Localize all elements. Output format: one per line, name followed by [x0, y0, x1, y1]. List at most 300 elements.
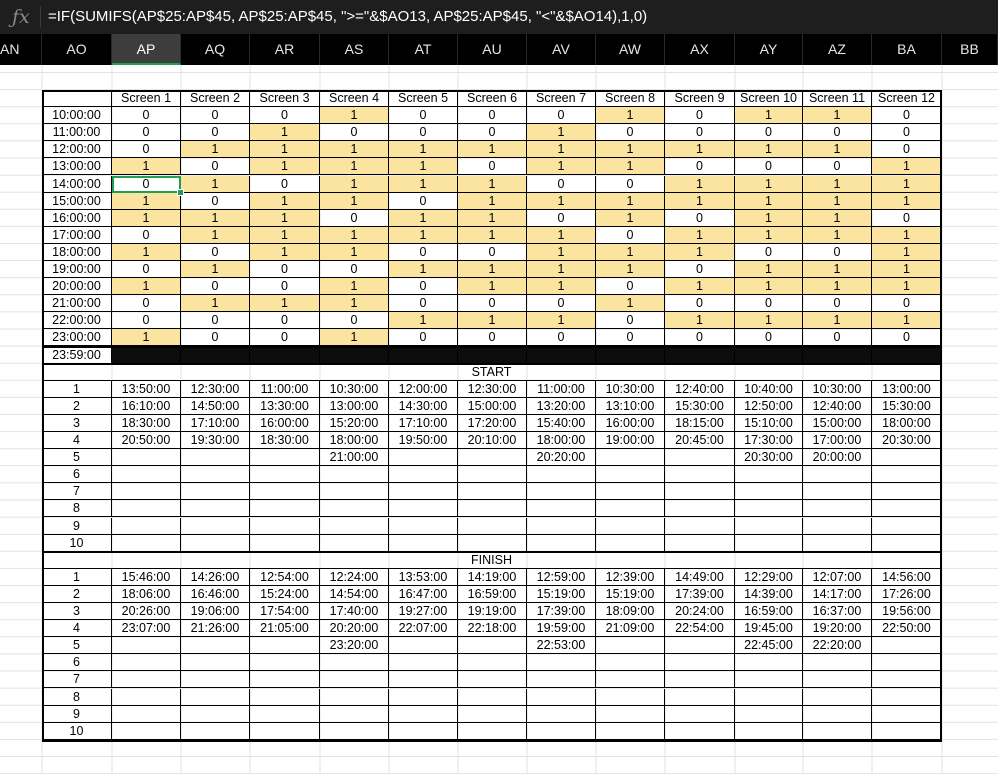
hour-flag-cell[interactable]: 0	[665, 210, 735, 227]
finish-time-cell[interactable]: 12:54:00	[250, 569, 320, 586]
screen-header[interactable]: Screen 3	[250, 90, 320, 107]
hour-flag-cell[interactable]: 0	[458, 158, 527, 175]
start-time-cell[interactable]: 17:10:00	[181, 415, 250, 432]
hour-flag-cell[interactable]: 1	[250, 227, 320, 244]
hour-flag-cell[interactable]: 0	[872, 295, 942, 312]
start-time-cell[interactable]: 10:30:00	[803, 381, 872, 398]
hour-flag-cell[interactable]: 0	[389, 278, 458, 295]
start-section-title[interactable]: START	[42, 364, 942, 381]
hour-flag-cell[interactable]: 1	[320, 329, 389, 346]
hour-flag-cell[interactable]: 1	[320, 295, 389, 312]
hour-flag-cell[interactable]: 1	[181, 141, 250, 158]
screen-header[interactable]: Screen 8	[596, 90, 665, 107]
hour-flag-cell[interactable]: 1	[527, 193, 596, 210]
hour-flag-cell[interactable]: 0	[665, 158, 735, 175]
finish-time-cell[interactable]: 19:59:00	[527, 620, 596, 637]
hour-flag-cell[interactable]: 1	[389, 176, 458, 193]
column-header-as[interactable]: AS	[320, 34, 389, 65]
start-time-cell[interactable]: 17:20:00	[458, 415, 527, 432]
hour-flag-cell[interactable]: 1	[458, 193, 527, 210]
hour-flag-cell[interactable]: 1	[389, 261, 458, 278]
end-time-label[interactable]: 23:59:00	[42, 347, 112, 364]
hour-flag-cell[interactable]: 1	[250, 141, 320, 158]
start-time-cell[interactable]: 13:50:00	[112, 381, 181, 398]
start-time-cell[interactable]: 15:40:00	[527, 415, 596, 432]
start-row-number[interactable]: 9	[42, 518, 112, 535]
finish-time-cell[interactable]: 19:06:00	[181, 603, 250, 620]
hour-flag-cell[interactable]: 0	[250, 312, 320, 329]
column-header-bb[interactable]: BB	[942, 34, 998, 65]
finish-time-cell[interactable]: 17:39:00	[665, 586, 735, 603]
finish-row-number[interactable]: 8	[42, 689, 112, 706]
hour-flag-cell[interactable]: 0	[596, 227, 665, 244]
hour-flag-cell[interactable]: 1	[527, 278, 596, 295]
finish-time-cell[interactable]: 22:45:00	[735, 637, 803, 654]
hour-flag-cell[interactable]: 0	[665, 107, 735, 124]
finish-row-number[interactable]: 10	[42, 723, 112, 740]
hour-flag-cell[interactable]: 1	[320, 176, 389, 193]
hour-flag-cell[interactable]: 1	[458, 278, 527, 295]
hour-flag-cell[interactable]: 0	[872, 329, 942, 346]
screen-header[interactable]: Screen 10	[735, 90, 803, 107]
hour-flag-cell[interactable]: 1	[735, 261, 803, 278]
hour-flag-cell[interactable]: 1	[803, 193, 872, 210]
start-time-cell[interactable]: 13:00:00	[872, 381, 942, 398]
hour-flag-cell[interactable]: 1	[112, 210, 181, 227]
start-time-cell[interactable]: 20:30:00	[872, 432, 942, 449]
fill-handle[interactable]	[177, 189, 184, 196]
hour-flag-cell[interactable]: 1	[665, 141, 735, 158]
hour-flag-cell[interactable]: 0	[803, 124, 872, 141]
finish-time-cell[interactable]: 12:24:00	[320, 569, 389, 586]
finish-time-cell[interactable]: 19:56:00	[872, 603, 942, 620]
start-time-cell[interactable]: 14:30:00	[389, 398, 458, 415]
hour-flag-cell[interactable]: 0	[112, 295, 181, 312]
column-header-ar[interactable]: AR	[250, 34, 320, 65]
hour-flag-cell[interactable]: 0	[527, 107, 596, 124]
start-row-number[interactable]: 3	[42, 415, 112, 432]
hour-flag-cell[interactable]: 0	[458, 295, 527, 312]
hour-flag-cell[interactable]: 0	[596, 278, 665, 295]
start-row-number[interactable]: 10	[42, 535, 112, 552]
hour-flag-cell[interactable]: 1	[596, 244, 665, 261]
start-time-cell[interactable]: 17:30:00	[735, 432, 803, 449]
screen-header[interactable]: Screen 1	[112, 90, 181, 107]
hour-flag-cell[interactable]: 0	[458, 244, 527, 261]
finish-time-cell[interactable]: 17:54:00	[250, 603, 320, 620]
finish-time-cell[interactable]: 22:54:00	[665, 620, 735, 637]
hour-flag-cell[interactable]: 1	[181, 227, 250, 244]
column-header-at[interactable]: AT	[389, 34, 458, 65]
hour-flag-cell[interactable]: 1	[803, 107, 872, 124]
hour-flag-cell[interactable]: 0	[596, 329, 665, 346]
start-row-number[interactable]: 4	[42, 432, 112, 449]
hour-flag-cell[interactable]: 0	[596, 176, 665, 193]
hour-flag-cell[interactable]: 0	[320, 261, 389, 278]
hour-label[interactable]: 11:00:00	[42, 124, 112, 141]
hour-flag-cell[interactable]: 1	[527, 124, 596, 141]
hour-flag-cell[interactable]: 0	[803, 244, 872, 261]
start-time-cell[interactable]: 18:30:00	[112, 415, 181, 432]
start-time-cell[interactable]: 12:00:00	[389, 381, 458, 398]
hour-flag-cell[interactable]: 0	[735, 295, 803, 312]
hour-flag-cell[interactable]: 0	[872, 210, 942, 227]
start-time-cell[interactable]: 16:00:00	[596, 415, 665, 432]
formula-bar[interactable]	[0, 0, 998, 34]
finish-time-cell[interactable]: 14:19:00	[458, 569, 527, 586]
hour-flag-cell[interactable]: 1	[112, 158, 181, 175]
finish-time-cell[interactable]: 15:24:00	[250, 586, 320, 603]
hour-flag-cell[interactable]: 1	[527, 244, 596, 261]
formula-input[interactable]: =IF(SUMIFS(AP$25:AP$45, AP$25:AP$45, ">="&$AO13, AP$25:AP$45, "<"&$AO14),1,0)	[48, 8, 648, 25]
hour-flag-cell[interactable]: 0	[527, 329, 596, 346]
hour-label[interactable]: 18:00:00	[42, 244, 112, 261]
hour-flag-cell[interactable]: 1	[527, 227, 596, 244]
hour-flag-cell[interactable]: 1	[803, 176, 872, 193]
finish-time-cell[interactable]: 15:19:00	[596, 586, 665, 603]
finish-time-cell[interactable]: 14:26:00	[181, 569, 250, 586]
hour-flag-cell[interactable]: 1	[389, 312, 458, 329]
finish-time-cell[interactable]: 18:06:00	[112, 586, 181, 603]
hour-flag-cell[interactable]: 0	[181, 107, 250, 124]
finish-time-cell[interactable]: 14:39:00	[735, 586, 803, 603]
finish-time-cell[interactable]: 17:40:00	[320, 603, 389, 620]
column-header-an[interactable]: AN	[0, 34, 42, 65]
hour-flag-cell[interactable]: 1	[527, 261, 596, 278]
finish-time-cell[interactable]: 12:39:00	[596, 569, 665, 586]
hour-flag-cell[interactable]: 1	[250, 210, 320, 227]
start-time-cell[interactable]: 20:10:00	[458, 432, 527, 449]
finish-time-cell[interactable]: 22:50:00	[872, 620, 942, 637]
finish-time-cell[interactable]: 15:19:00	[527, 586, 596, 603]
hour-flag-cell[interactable]: 1	[112, 329, 181, 346]
start-time-cell[interactable]: 16:10:00	[112, 398, 181, 415]
finish-time-cell[interactable]: 16:59:00	[735, 603, 803, 620]
start-time-cell[interactable]: 16:00:00	[250, 415, 320, 432]
hour-flag-cell[interactable]: 1	[320, 244, 389, 261]
hour-flag-cell[interactable]: 1	[803, 261, 872, 278]
finish-time-cell[interactable]: 20:26:00	[112, 603, 181, 620]
hour-flag-cell[interactable]: 1	[803, 278, 872, 295]
hour-flag-cell[interactable]: 0	[181, 312, 250, 329]
finish-time-cell[interactable]: 23:20:00	[320, 637, 389, 654]
hour-flag-cell[interactable]: 1	[596, 158, 665, 175]
hour-flag-cell[interactable]: 0	[250, 278, 320, 295]
hour-flag-cell[interactable]: 1	[181, 176, 250, 193]
hour-flag-cell[interactable]: 1	[872, 193, 942, 210]
start-time-cell[interactable]: 18:30:00	[250, 432, 320, 449]
hour-flag-cell[interactable]: 1	[320, 141, 389, 158]
start-time-cell[interactable]: 12:40:00	[665, 381, 735, 398]
finish-time-cell[interactable]: 20:24:00	[665, 603, 735, 620]
start-row-number[interactable]: 6	[42, 466, 112, 483]
start-time-cell[interactable]: 11:00:00	[250, 381, 320, 398]
hour-flag-cell[interactable]: 0	[458, 329, 527, 346]
finish-time-cell[interactable]: 14:17:00	[803, 586, 872, 603]
hour-flag-cell[interactable]: 1	[250, 295, 320, 312]
hour-flag-cell[interactable]: 1	[250, 244, 320, 261]
hour-flag-cell[interactable]: 0	[458, 124, 527, 141]
hour-flag-cell[interactable]: 1	[250, 193, 320, 210]
column-header-au[interactable]: AU	[458, 34, 527, 65]
column-header-av[interactable]: AV	[527, 34, 596, 65]
hour-label[interactable]: 15:00:00	[42, 193, 112, 210]
selected-cell-outline[interactable]	[112, 176, 181, 193]
hour-flag-cell[interactable]: 1	[596, 210, 665, 227]
hour-flag-cell[interactable]: 0	[596, 312, 665, 329]
hour-flag-cell[interactable]: 1	[527, 312, 596, 329]
start-time-cell[interactable]: 12:50:00	[735, 398, 803, 415]
start-time-cell[interactable]: 12:30:00	[181, 381, 250, 398]
column-header-aq[interactable]: AQ	[181, 34, 250, 65]
hour-flag-cell[interactable]: 1	[665, 278, 735, 295]
screen-header[interactable]: Screen 11	[803, 90, 872, 107]
hour-flag-cell[interactable]: 1	[320, 193, 389, 210]
hour-flag-cell[interactable]: 1	[527, 141, 596, 158]
start-time-cell[interactable]: 15:20:00	[320, 415, 389, 432]
hour-flag-cell[interactable]: 1	[665, 193, 735, 210]
hour-flag-cell[interactable]: 0	[665, 124, 735, 141]
hour-flag-cell[interactable]: 1	[872, 312, 942, 329]
start-time-cell[interactable]: 12:40:00	[803, 398, 872, 415]
hour-flag-cell[interactable]: 1	[803, 312, 872, 329]
hour-flag-cell[interactable]: 0	[181, 278, 250, 295]
start-time-cell[interactable]: 18:15:00	[665, 415, 735, 432]
hour-flag-cell[interactable]: 0	[181, 244, 250, 261]
finish-time-cell[interactable]: 12:29:00	[735, 569, 803, 586]
screen-header[interactable]: Screen 7	[527, 90, 596, 107]
start-time-cell[interactable]: 20:45:00	[665, 432, 735, 449]
start-time-cell[interactable]: 21:00:00	[320, 449, 389, 466]
start-time-cell[interactable]: 17:00:00	[803, 432, 872, 449]
screen-header[interactable]: Screen 6	[458, 90, 527, 107]
hour-flag-cell[interactable]: 0	[181, 158, 250, 175]
hour-flag-cell[interactable]: 1	[320, 278, 389, 295]
hour-label[interactable]: 17:00:00	[42, 227, 112, 244]
start-time-cell[interactable]: 14:50:00	[181, 398, 250, 415]
start-time-cell[interactable]: 10:30:00	[596, 381, 665, 398]
column-header-az[interactable]: AZ	[803, 34, 872, 65]
hour-flag-cell[interactable]: 1	[872, 176, 942, 193]
start-time-cell[interactable]: 20:50:00	[112, 432, 181, 449]
finish-row-number[interactable]: 9	[42, 706, 112, 723]
screen-header[interactable]: Screen 12	[872, 90, 942, 107]
hour-flag-cell[interactable]: 0	[596, 124, 665, 141]
start-time-cell[interactable]: 15:00:00	[458, 398, 527, 415]
hour-flag-cell[interactable]: 1	[320, 158, 389, 175]
finish-time-cell[interactable]: 21:09:00	[596, 620, 665, 637]
start-time-cell[interactable]: 13:30:00	[250, 398, 320, 415]
start-time-cell[interactable]: 19:50:00	[389, 432, 458, 449]
hour-flag-cell[interactable]: 0	[735, 329, 803, 346]
hour-flag-cell[interactable]: 1	[665, 227, 735, 244]
hour-label[interactable]: 22:00:00	[42, 312, 112, 329]
hour-flag-cell[interactable]: 0	[872, 141, 942, 158]
hour-flag-cell[interactable]: 1	[320, 107, 389, 124]
finish-time-cell[interactable]: 22:18:00	[458, 620, 527, 637]
hour-flag-cell[interactable]: 1	[803, 210, 872, 227]
hour-flag-cell[interactable]: 1	[735, 107, 803, 124]
hour-label[interactable]: 12:00:00	[42, 141, 112, 158]
hour-flag-cell[interactable]: 1	[665, 176, 735, 193]
finish-time-cell[interactable]: 17:39:00	[527, 603, 596, 620]
hour-label[interactable]: 23:00:00	[42, 329, 112, 346]
finish-time-cell[interactable]: 12:59:00	[527, 569, 596, 586]
hour-flag-cell[interactable]: 0	[389, 193, 458, 210]
hour-flag-cell[interactable]: 1	[527, 158, 596, 175]
finish-time-cell[interactable]: 19:27:00	[389, 603, 458, 620]
hour-flag-cell[interactable]: 1	[735, 193, 803, 210]
start-row-number[interactable]: 5	[42, 449, 112, 466]
finish-row-number[interactable]: 6	[42, 654, 112, 671]
hour-flag-cell[interactable]: 1	[458, 141, 527, 158]
hour-flag-cell[interactable]: 0	[320, 210, 389, 227]
fx-icon[interactable]: ƒx	[12, 6, 30, 28]
hour-flag-cell[interactable]: 1	[458, 210, 527, 227]
hour-flag-cell[interactable]: 1	[389, 141, 458, 158]
hour-flag-cell[interactable]: 1	[181, 261, 250, 278]
hour-flag-cell[interactable]: 1	[596, 295, 665, 312]
hour-flag-cell[interactable]: 1	[181, 210, 250, 227]
hour-label[interactable]: 14:00:00	[42, 176, 112, 193]
hour-flag-cell[interactable]: 0	[665, 295, 735, 312]
start-time-cell[interactable]: 12:30:00	[458, 381, 527, 398]
hour-flag-cell[interactable]: 0	[320, 124, 389, 141]
finish-time-cell[interactable]: 19:45:00	[735, 620, 803, 637]
hour-flag-cell[interactable]: 1	[250, 158, 320, 175]
hour-flag-cell[interactable]: 1	[735, 176, 803, 193]
finish-row-number[interactable]: 7	[42, 671, 112, 688]
hour-label[interactable]: 10:00:00	[42, 107, 112, 124]
finish-time-cell[interactable]: 22:53:00	[527, 637, 596, 654]
hour-flag-cell[interactable]: 1	[596, 261, 665, 278]
hour-flag-cell[interactable]: 0	[735, 158, 803, 175]
start-time-cell[interactable]: 19:30:00	[181, 432, 250, 449]
hour-flag-cell[interactable]: 1	[112, 244, 181, 261]
hour-flag-cell[interactable]: 1	[872, 244, 942, 261]
hour-flag-cell[interactable]: 0	[181, 193, 250, 210]
hour-label[interactable]: 20:00:00	[42, 278, 112, 295]
hour-flag-cell[interactable]: 0	[112, 176, 181, 193]
start-time-cell[interactable]: 13:20:00	[527, 398, 596, 415]
hour-flag-cell[interactable]: 1	[735, 141, 803, 158]
start-time-cell[interactable]: 20:20:00	[527, 449, 596, 466]
hour-flag-cell[interactable]: 1	[458, 227, 527, 244]
screen-header[interactable]: Screen 5	[389, 90, 458, 107]
hour-flag-cell[interactable]: 0	[112, 141, 181, 158]
hour-flag-cell[interactable]: 0	[112, 312, 181, 329]
start-time-cell[interactable]: 15:30:00	[665, 398, 735, 415]
finish-time-cell[interactable]: 19:20:00	[803, 620, 872, 637]
hour-flag-cell[interactable]: 0	[112, 124, 181, 141]
finish-time-cell[interactable]: 19:19:00	[458, 603, 527, 620]
hour-flag-cell[interactable]: 1	[665, 312, 735, 329]
hour-flag-cell[interactable]: 1	[735, 312, 803, 329]
finish-row-number[interactable]: 3	[42, 603, 112, 620]
hour-flag-cell[interactable]: 0	[250, 107, 320, 124]
hour-label[interactable]: 19:00:00	[42, 261, 112, 278]
hour-flag-cell[interactable]: 0	[250, 261, 320, 278]
finish-time-cell[interactable]: 16:59:00	[458, 586, 527, 603]
finish-time-cell[interactable]: 21:26:00	[181, 620, 250, 637]
finish-time-cell[interactable]: 17:26:00	[872, 586, 942, 603]
start-row-number[interactable]: 7	[42, 483, 112, 500]
hour-label[interactable]: 13:00:00	[42, 158, 112, 175]
hour-flag-cell[interactable]: 0	[250, 329, 320, 346]
hour-flag-cell[interactable]: 1	[458, 312, 527, 329]
hour-flag-cell[interactable]: 0	[389, 244, 458, 261]
hour-flag-cell[interactable]: 0	[803, 329, 872, 346]
hour-flag-cell[interactable]: 1	[735, 210, 803, 227]
hour-flag-cell[interactable]: 1	[803, 227, 872, 244]
hour-flag-cell[interactable]: 0	[389, 107, 458, 124]
hour-flag-cell[interactable]: 0	[458, 107, 527, 124]
hour-flag-cell[interactable]: 1	[458, 176, 527, 193]
column-header-aw[interactable]: AW	[596, 34, 665, 65]
hour-flag-cell[interactable]: 1	[872, 278, 942, 295]
screen-header[interactable]: Screen 4	[320, 90, 389, 107]
finish-time-cell[interactable]: 16:47:00	[389, 586, 458, 603]
hour-flag-cell[interactable]: 1	[389, 227, 458, 244]
start-time-cell[interactable]: 18:00:00	[872, 415, 942, 432]
hour-flag-cell[interactable]: 0	[389, 124, 458, 141]
hour-flag-cell[interactable]: 0	[112, 107, 181, 124]
finish-time-cell[interactable]: 14:56:00	[872, 569, 942, 586]
hour-flag-cell[interactable]: 1	[735, 278, 803, 295]
hour-label[interactable]: 16:00:00	[42, 210, 112, 227]
column-header-ao[interactable]: AO	[42, 34, 112, 65]
hour-flag-cell[interactable]: 1	[458, 261, 527, 278]
start-time-cell[interactable]: 15:10:00	[735, 415, 803, 432]
screen-header[interactable]: Screen 2	[181, 90, 250, 107]
start-time-cell[interactable]: 17:10:00	[389, 415, 458, 432]
start-row-number[interactable]: 1	[42, 381, 112, 398]
start-time-cell[interactable]: 15:30:00	[872, 398, 942, 415]
screen-header[interactable]: Screen 9	[665, 90, 735, 107]
finish-time-cell[interactable]: 13:53:00	[389, 569, 458, 586]
column-header-ax[interactable]: AX	[665, 34, 735, 65]
hour-flag-cell[interactable]: 0	[527, 176, 596, 193]
finish-time-cell[interactable]: 14:49:00	[665, 569, 735, 586]
start-time-cell[interactable]: 13:10:00	[596, 398, 665, 415]
start-time-cell[interactable]: 18:00:00	[527, 432, 596, 449]
start-time-cell[interactable]: 11:00:00	[527, 381, 596, 398]
hour-flag-cell[interactable]: 1	[389, 158, 458, 175]
finish-time-cell[interactable]: 22:20:00	[803, 637, 872, 654]
finish-time-cell[interactable]: 16:46:00	[181, 586, 250, 603]
hour-flag-cell[interactable]: 0	[389, 295, 458, 312]
hour-flag-cell[interactable]: 1	[112, 278, 181, 295]
start-row-number[interactable]: 8	[42, 500, 112, 517]
hour-flag-cell[interactable]: 1	[735, 227, 803, 244]
hour-flag-cell[interactable]: 1	[596, 107, 665, 124]
finish-row-number[interactable]: 1	[42, 569, 112, 586]
finish-time-cell[interactable]: 12:07:00	[803, 569, 872, 586]
hour-flag-cell[interactable]: 1	[250, 124, 320, 141]
start-time-cell[interactable]: 20:30:00	[735, 449, 803, 466]
finish-time-cell[interactable]: 15:46:00	[112, 569, 181, 586]
start-time-cell[interactable]: 13:00:00	[320, 398, 389, 415]
hour-flag-cell[interactable]: 0	[389, 329, 458, 346]
start-row-number[interactable]: 2	[42, 398, 112, 415]
finish-time-cell[interactable]: 14:54:00	[320, 586, 389, 603]
column-header-ap[interactable]: AP	[112, 34, 181, 65]
hour-flag-cell[interactable]: 0	[527, 210, 596, 227]
start-time-cell[interactable]: 20:00:00	[803, 449, 872, 466]
hour-flag-cell[interactable]: 0	[112, 261, 181, 278]
start-time-cell[interactable]: 18:00:00	[320, 432, 389, 449]
finish-time-cell[interactable]: 20:20:00	[320, 620, 389, 637]
